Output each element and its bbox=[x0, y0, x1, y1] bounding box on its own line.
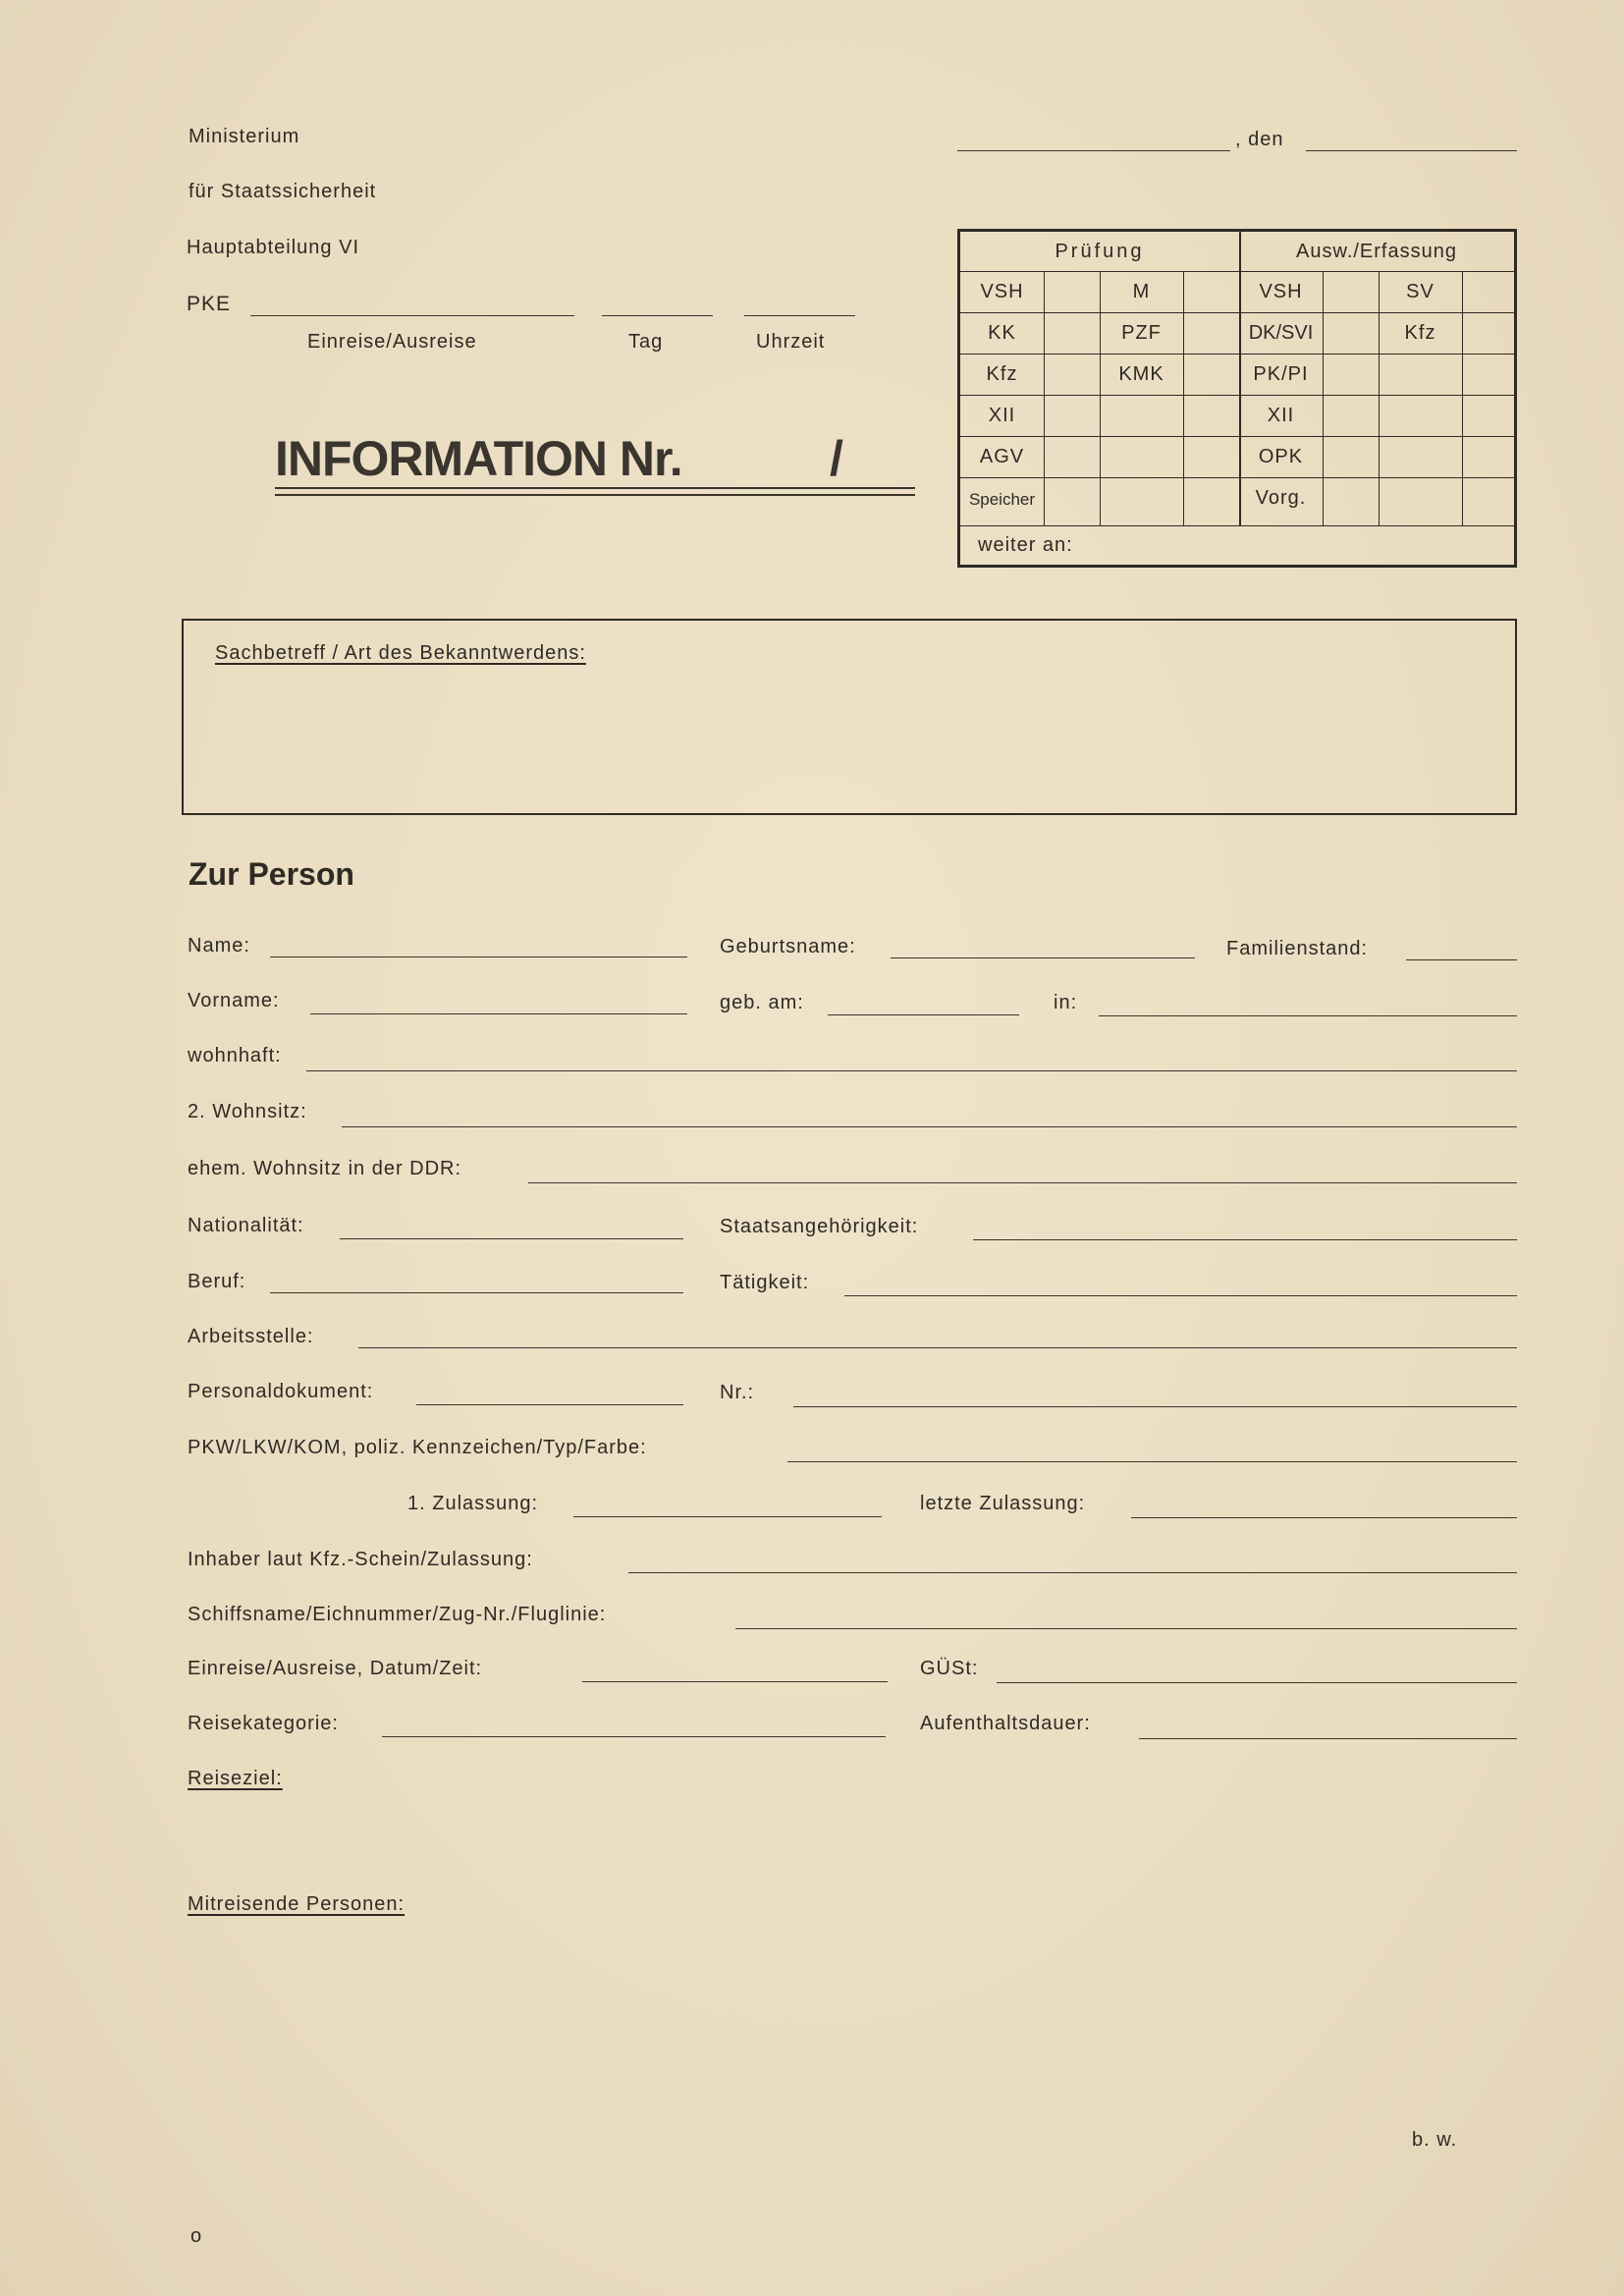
ministry-line-2: für Staatssicherheit bbox=[189, 181, 377, 202]
field-reisekategorie[interactable] bbox=[382, 1736, 886, 1737]
label-beruf: Beruf: bbox=[188, 1271, 246, 1292]
section-heading-person: Zur Person bbox=[189, 856, 354, 892]
date-field[interactable] bbox=[1306, 150, 1517, 151]
check-table bbox=[957, 229, 1517, 568]
field-geburtsort[interactable] bbox=[1099, 1015, 1517, 1016]
erfassung-opk: OPK bbox=[1258, 446, 1304, 467]
check-kk: KK bbox=[988, 322, 1016, 344]
field-arbeitsstelle[interactable] bbox=[358, 1347, 1517, 1348]
label-reiseziel: Reiseziel: bbox=[188, 1768, 283, 1789]
erfassung-xii: XII bbox=[1267, 405, 1295, 426]
field-einreise-datum[interactable] bbox=[582, 1681, 888, 1682]
label-nationalitaet: Nationalität: bbox=[188, 1215, 304, 1236]
field-schiffsname[interactable] bbox=[735, 1628, 1517, 1629]
erfassung-vorg: Vorg. bbox=[1255, 487, 1307, 509]
den-label: , den bbox=[1235, 129, 1284, 150]
label-reisekategorie: Reisekategorie: bbox=[188, 1713, 339, 1734]
erfassung-pk-pi: PK/PI bbox=[1253, 363, 1309, 385]
page-title: INFORMATION Nr. bbox=[275, 431, 682, 486]
check-vsh: VSH bbox=[980, 281, 1024, 302]
label-mitreisende: Mitreisende Personen: bbox=[188, 1893, 406, 1915]
title-slash: / bbox=[830, 431, 843, 486]
pke-einreise-field[interactable] bbox=[250, 315, 574, 316]
label-geb-am: geb. am: bbox=[720, 992, 804, 1013]
place-field[interactable] bbox=[957, 150, 1230, 151]
label-familienstand: Familienstand: bbox=[1226, 938, 1369, 959]
field-beruf[interactable] bbox=[270, 1292, 683, 1293]
label-guest: GÜSt: bbox=[920, 1658, 979, 1679]
label-letzte-zulassung: letzte Zulassung: bbox=[920, 1493, 1086, 1514]
label-einreise-datum: Einreise/Ausreise, Datum/Zeit: bbox=[188, 1658, 483, 1679]
label-wohnsitz2: 2. Wohnsitz: bbox=[188, 1101, 307, 1122]
title-underline bbox=[275, 487, 915, 489]
title-underline-2 bbox=[275, 494, 915, 496]
label-staatsangehoerigkeit: Staatsangehörigkeit: bbox=[720, 1216, 919, 1237]
pke-sub-einreise: Einreise/Ausreise bbox=[307, 331, 477, 353]
field-letzte-zulassung[interactable] bbox=[1131, 1517, 1517, 1518]
field-zulassung1[interactable] bbox=[573, 1516, 882, 1517]
sachbetreff-box[interactable] bbox=[182, 619, 1517, 815]
ministry-line-1: Ministerium bbox=[189, 126, 300, 147]
check-kfz: Kfz bbox=[986, 363, 1018, 385]
check-speicher: Speicher bbox=[968, 490, 1036, 509]
label-vorname: Vorname: bbox=[188, 990, 280, 1011]
erfassung-sv: SV bbox=[1406, 281, 1435, 302]
sachbetreff-label: Sachbetreff / Art des Bekanntwerdens: bbox=[215, 642, 586, 664]
check-kmk: KMK bbox=[1118, 363, 1164, 385]
label-arbeitsstelle: Arbeitsstelle: bbox=[188, 1326, 314, 1347]
label-ehem-wohnsitz: ehem. Wohnsitz in der DDR: bbox=[188, 1158, 462, 1179]
bitte-wenden-note: b. w. bbox=[1412, 2129, 1458, 2151]
pke-label: PKE bbox=[187, 293, 232, 315]
field-geburtsname[interactable] bbox=[891, 957, 1195, 958]
field-wohnsitz2[interactable] bbox=[342, 1126, 1517, 1127]
field-personaldokument[interactable] bbox=[416, 1404, 683, 1405]
check-pzf: PZF bbox=[1121, 322, 1162, 344]
pke-tag-field[interactable] bbox=[602, 315, 713, 316]
label-zulassung1: 1. Zulassung: bbox=[407, 1493, 539, 1514]
label-in: in: bbox=[1054, 992, 1078, 1013]
pke-sub-uhrzeit: Uhrzeit bbox=[756, 331, 826, 353]
label-personaldokument: Personaldokument: bbox=[188, 1381, 374, 1402]
punch-hole-mark: o bbox=[190, 2225, 203, 2247]
field-nationalitaet[interactable] bbox=[340, 1238, 683, 1239]
label-taetigkeit: Tätigkeit: bbox=[720, 1272, 810, 1293]
check-agv: AGV bbox=[979, 446, 1025, 467]
pke-uhrzeit-field[interactable] bbox=[744, 315, 855, 316]
erfassung-kfz: Kfz bbox=[1404, 322, 1436, 344]
label-geburtsname: Geburtsname: bbox=[720, 936, 856, 957]
field-staatsangehoerigkeit[interactable] bbox=[973, 1239, 1517, 1240]
field-aufenthaltsdauer[interactable] bbox=[1139, 1738, 1517, 1739]
label-aufenthaltsdauer: Aufenthaltsdauer: bbox=[920, 1713, 1091, 1734]
field-pkw[interactable] bbox=[787, 1461, 1517, 1462]
head-ausw-erfassung: Ausw./Erfassung bbox=[1296, 241, 1457, 262]
ministry-line-3: Hauptabteilung VI bbox=[187, 237, 360, 258]
label-name: Name: bbox=[188, 935, 250, 957]
weiter-an-label: weiter an: bbox=[978, 534, 1073, 556]
label-nr: Nr.: bbox=[720, 1382, 755, 1403]
label-inhaber: Inhaber laut Kfz.-Schein/Zulassung: bbox=[188, 1549, 533, 1570]
field-dokument-nr[interactable] bbox=[793, 1406, 1517, 1407]
label-pkw: PKW/LKW/KOM, poliz. Kennzeichen/Typ/Farbe: bbox=[188, 1437, 647, 1458]
label-schiffsname: Schiffsname/Eichnummer/Zug-Nr./Fluglinie: bbox=[188, 1604, 607, 1625]
field-familienstand[interactable] bbox=[1406, 959, 1517, 960]
head-pruefung: Prüfung bbox=[1055, 241, 1145, 262]
erfassung-vsh: VSH bbox=[1259, 281, 1303, 302]
field-inhaber[interactable] bbox=[628, 1572, 1517, 1573]
field-guest[interactable] bbox=[997, 1682, 1517, 1683]
field-taetigkeit[interactable] bbox=[844, 1295, 1517, 1296]
check-xii: XII bbox=[988, 405, 1016, 426]
pke-sub-tag: Tag bbox=[628, 331, 664, 353]
check-m: M bbox=[1132, 281, 1151, 302]
field-ehem-wohnsitz[interactable] bbox=[528, 1182, 1517, 1183]
field-vorname[interactable] bbox=[310, 1013, 687, 1014]
erfassung-dk-svi: DK/SVI bbox=[1248, 322, 1314, 344]
label-wohnhaft: wohnhaft: bbox=[188, 1045, 282, 1066]
field-geb-am[interactable] bbox=[828, 1014, 1019, 1015]
field-wohnhaft[interactable] bbox=[306, 1070, 1517, 1071]
